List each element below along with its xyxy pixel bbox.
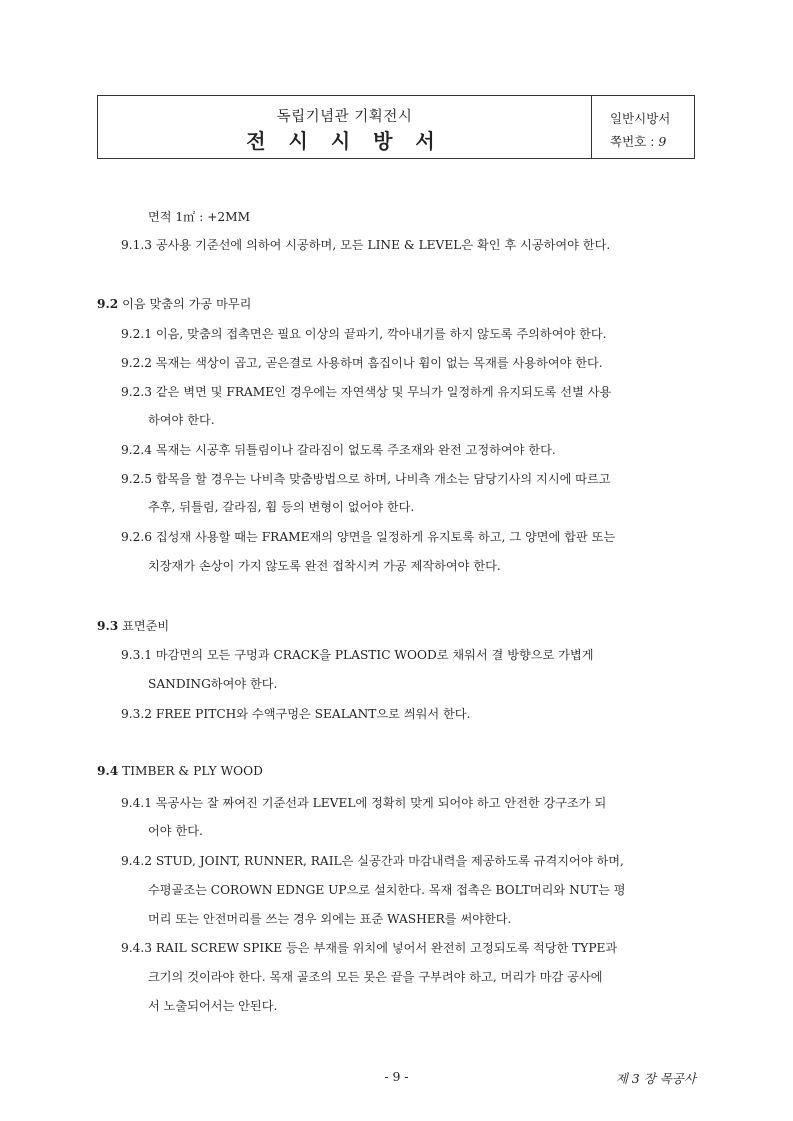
body-line: 면적 1㎡ : +2MM (148, 210, 251, 224)
body-line: 수평골조는 COROWN EDNGE UP으로 설치한다. 목재 접촉은 BOLT머리와 NUT는 평 (148, 883, 626, 897)
body-line: 9.4.2 STUD, JOINT, RUNNER, RAIL은 실공간과 마감내력을 제공하도록 규격지어야 하며, (121, 854, 624, 868)
body-line: 머리 또는 안전머리를 쓰는 경우 외에는 표준 WASHER를 써야한다. (148, 912, 512, 926)
body-line: SANDING하여야 한다. (148, 677, 278, 691)
body-line: 9.4.1 목공사는 잘 짜여진 기준선과 LEVEL에 정확히 맞게 되어야 하고 안전한 강구조가 되 (121, 796, 607, 810)
body-line: 9.4.3 RAIL SCREW SPIKE 등은 부재를 위치에 넣어서 완전히 고정되도록 적당한 TYPE과 (121, 941, 618, 955)
section-heading (97, 764, 263, 778)
page-number-label: 쪽번호 : (610, 134, 655, 149)
section-title: TIMBER & PLY WOOD (122, 764, 263, 778)
page-number-value: 9 (658, 134, 667, 149)
header-info-cell (592, 96, 694, 158)
footer-chapter: 제 3 장 목공사 (615, 1071, 696, 1086)
section-title: 표면준비 (122, 619, 170, 633)
body-line: 9.2.4 목재는 시공후 뒤틀림이나 갈라짐이 없도록 주조재와 완전 고정하여야 한다. (121, 443, 556, 457)
body-line: 9.2.6 집성재 사용할 때는 FRAME재의 양면을 일정하게 유지토록 하고, 그 양면에 합판 또는 (121, 530, 616, 544)
doc-type-label: 일반시방서 (610, 111, 671, 126)
section-number: 9.2 (97, 297, 119, 311)
body-line: 9.1.3 공사용 기준선에 의하여 시공하며, 모든 LINE & LEVEL은 확인 후 시공하여야 한다. (121, 238, 611, 252)
body-line: 9.2.3 같은 벽면 및 FRAME인 경우에는 자연색상 및 무늬가 일정하게 유지되도록 선별 사용 (121, 385, 612, 399)
body-line: 9.2.2 목재는 색상이 곱고, 곧은결로 사용하며 흠집이나 휨이 없는 목재를 사용하여야 한다. (121, 356, 603, 370)
body-line: 어야 한다. (148, 824, 203, 838)
body-line: 9.3.1 마감면의 모든 구멍과 CRACK을 PLASTIC WOOD로 채워서 결 방향으로 가볍게 (121, 648, 594, 662)
header-subtitle: 독립기념관 기획전시 (276, 109, 413, 125)
body-line: 9.2.5 합목을 할 경우는 나비측 맞춤방법으로 하며, 나비측 개소는 담당기사의 지시에 따르고 (121, 472, 611, 486)
body-line: 추후, 뒤틀림, 갈라짐, 휨 등의 변형이 없어야 한다. (148, 500, 415, 514)
section-heading (97, 295, 251, 312)
body-line: 서 노출되어서는 안된다. (148, 999, 278, 1013)
document-header (97, 95, 695, 159)
body-line: 크기의 것이라야 한다. 목재 골조의 모든 못은 끝을 구부려야 하고, 머리가 마감 공사에 (148, 970, 603, 984)
section-title: 이음 맞춤의 가공 마무리 (122, 297, 252, 311)
section-number: 9.4 (97, 764, 119, 778)
body-line: 9.2.1 이음, 맞춤의 접촉면은 필요 이상의 끝파기, 깍아내기를 하지 않도록 주의하여야 한다. (121, 327, 607, 341)
header-title: 전 시 시 방 서 (246, 129, 443, 153)
section-number: 9.3 (97, 619, 119, 633)
body-line: 9.3.2 FREE PITCH와 수액구멍은 SEALANT으로 씌워서 한다. (121, 707, 471, 721)
section-heading (97, 617, 169, 634)
footer-page-number: - 9 - (384, 1069, 409, 1084)
body-line: 하여야 한다. (148, 413, 215, 427)
body-line: 치장재가 손상이 가지 않도록 완전 접착시켜 가공 제작하여야 한다. (148, 559, 501, 573)
header-title-cell (98, 96, 592, 158)
page-number-field (610, 132, 666, 150)
